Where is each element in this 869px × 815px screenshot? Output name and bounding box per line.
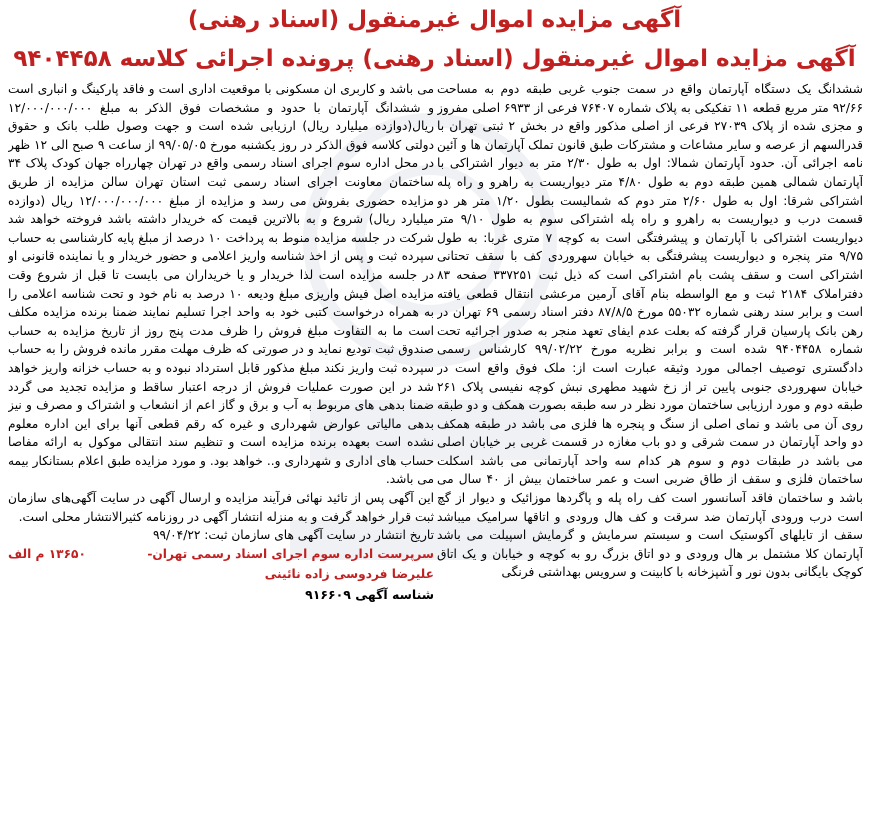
signature-row [8,545,434,564]
left-text-column [8,80,434,815]
publish-date: تاریخ انتشار در سایت آگهی های سازمان ثبت: ۹۹/۰۴/۲۲ [152,528,434,543]
right-column-text: ششدانگ یک دستگاه آپارتمان واقع در سمت جنوب غربی طبقه دوم به مساحت ۹۲/۶۶ متر مربع قطعه ۱۱ تفکیکی به پلاک شماره ۷۶۴۰۷ فرعی از ۶۹۳۳ اصلی مفروز و مجزی شده از پلاک ۲۷۰۳۹ فرعی از اصلی مذکور واقع در بخش ۲ ثبتی تهران با قدرالسهم از عرصه و سایر مشاعات و مشترکات طبق قانون تملک آپارتمان ها و آئین نامه اجرائی آن. حدود آپارتمان شمالا: اول به طول ۲/۳۰ متر به دیوار اشتراکی با آپارتمان شمالی همین طبقه دوم به طول ۴/۸۰ متر دیواریست به راهرو و راه پله اشتراکی شرقا: اول به طول ۲/۶۰ متر دوم که شمالیست بطول ۱/۲۰ متر هر دو قسمت درب و دیواریست به راهرو و راه پله اشتراکی سوم به طول ۹/۱۰ متر دیواریست اشتراکی با آپارتمان و پیشرفتگی است به کوچه ۷ متری غربا: به طول ۹/۷۵ متر پنجره و دیواریست پیشرفتگی به خیابان سهروردی کف با سقف تحتانی اشتراکی است و سقف پشت بام اشتراکی است که ذیل ثبت ۳۳۷۲۵۱ صفحه ۸۳ دفتراملاک ۲۱۸۴ ثبت و مع الواسطه بنام آقای آرمین مرعشی انتقال قطعی یافته است و برابر سند رهنی شماره ۵۵۰۳۲ مورخ ۸۷/۸/۵ دفتر اسناد رسمی ۶۹ تهران در رهن بانک پارسیان قرار گرفته که بعلت عدم ایفای تعهد منجر به صدور اجرائیه تحت شماره ۹۴۰۴۴۵۸ شده است و برابر نظریه مورخ ۹۹/۰۲/۲۲ کارشناس رسمی دادگستری توصیف اجمالی مورد وثیقه عبارت است از: ملک فوق واقع است در خیابان سهروردی جنوبی پایین تر از زخ شهید مطهری نبش کوچه نفیسی پلاک ۲۶۱ طبقه دوم و مورد ارزیابی ساختمان مورد نظر در سه طبقه بصورت همکف و دو طبقه روی آن می باشد و نمای اصلی از سنگ و پنجره ها فلزی می باشد در طبقه همکف دو واحد آپارتمان در سمت شرقی و دو باب مغازه در قسمت غربی بر خیابان اصلی می باشد در طبقات دوم و سوم هر کدام سه واحد آپارتمانی می باشد اسکلت ساختمان فلزی و سقف از طاق ضربی است و عمر ساختمان بیش از ۴۰ سال می باشد و ساختمان فاقد آسانسور است کف راه پله و پاگردها موزائیک و دیوار از گچ است درب ورودی آپارتمان ضد سرقت و کف هال ورودی و اتاقها سرامیک میباشد سقف از تایلهای آکوستیک است و سیستم سرمایش و گرمایش اسپیلت می باشد آپارتمان کلا مشتمل بر هال ورودی و دو اتاق بزرگ رو به کوچه و خیابان و یک اتاق کوچک بایگانی بدون نور و آشپزخانه با کابینت و سرویس بهداشتی فرنگی [437,82,863,580]
signature-name: علیرضا فردوسی زاده نائینی [264,567,434,582]
publication-note: این آگهی پس از تائید نهائی فرآیند مزایده و ارسال آگهی در سایت آگهی‌های سازمان ثبت قرار خواهد گرفت و به منزله انتشار آگهی در روزنامه کثیرالانتشار محلی است. [8,491,434,524]
left-column-text: می باشد و کاربری ان مسکونی با موقعیت اداری است و فاقد پارکینگ و انباری است و ششدانگ آپارتمان با حدود و مشخصات فوق الذکر به مبلغ ۱۲/۰۰۰/۰۰۰/۰۰۰ ریال(دوازده میلیارد ریال) ارزیابی شده است و جهت وصول طلب بانک و حقوق دولتی کلاسه فوق الذکر در روز یکشنبه مورخ ۹۹/۰۵/۰۵ از ساعت ۹ صبح الی ۱۲ ظهر در محل اداره سوم اجرای اسناد رسمی واقع در تهران چهارراه جهان کودک پلاک ۳۴ ساختمان معاونت اجرای اسناد رسمی ثبت استان تهران سالن مزایده از طریق مزایده حضوری بفروش می رسد و مزایده از مبلغ ۱۲/۰۰۰/۰۰۰/۰۰۰ ریال (دوازده میلیارد ریال) شروع و به بالاترین قیمت که خریدار داشته باشد فروخته خواهد شد شرکت در جلسه مزایده منوط به پرداخت ۱۰ درصد از مبلغ پایه کارشناسی به حساب سپرده ثبت و پس از اخذ شناسه واریز اعلامی و حضور خریدار و یا نماینده قانونی او در جلسه مزایده است لذا خریدار و یا خریداران می بایست تا قبل از شروع وقت مزایده اصل فیش واریزی مبلغ ودیعه ۱۰ درصد به نام خود و تحت شناسه اعلامی را به همراه درخواست کتبی خود به واحد اجرا تسلیم نمایند ضمنا برنده مزایده مکلف است ما به التفاوت مبلغ فروش را ظرف مدت پنج روز از تاریخ مزایده به حساب صندوق ثبت تودیع نماید و در صورتی که ظرف مهلت مقرر مانده فروش را به حساب سپرده ثبت واریز نکند مبلغ مذکور قابل استرداد نبوده و به حساب خزانه واریز خواهد شد در این صورت عملیات فروش از درجه اعتبار ساقط و مزایده تجدید می گردد ضمنا بدهی های مربوط به آب و برق و گاز اعم از انشعاب و اشتراک و مصرف و نیز بدهی مالیاتی عوارض شهرداری و غیره که رقم قطعی آنها برای این اداره معلوم نشده است بعهده برنده مزایده است و تنظیم سند انتقالی موکول به ارائه مفاصا حساب های اداری و شهرداری و.. خواهد بود. و مورد مزایده طبق اعلام بستانکار بیمه می باشد. [8,82,434,487]
right-text-column [437,80,863,815]
signature-title: سرپرست اداره سوم اجرای اسناد رسمی تهران- [147,546,434,561]
ad-id: شناسه آگهی ۹۱۶۶۰۹ [305,587,434,603]
ad-title-line2: آگهی مزایده اموال غیرمنقول (اسناد رهنی) پرونده اجرائی کلاسه ۹۴۰۴۴۵۸ [13,46,856,72]
signature-ref: ۱۳۶۵۰ م الف [8,546,86,561]
ad-title-line1: آگهی مزایده اموال غیرمنقول (اسناد رهنی) [187,7,682,33]
